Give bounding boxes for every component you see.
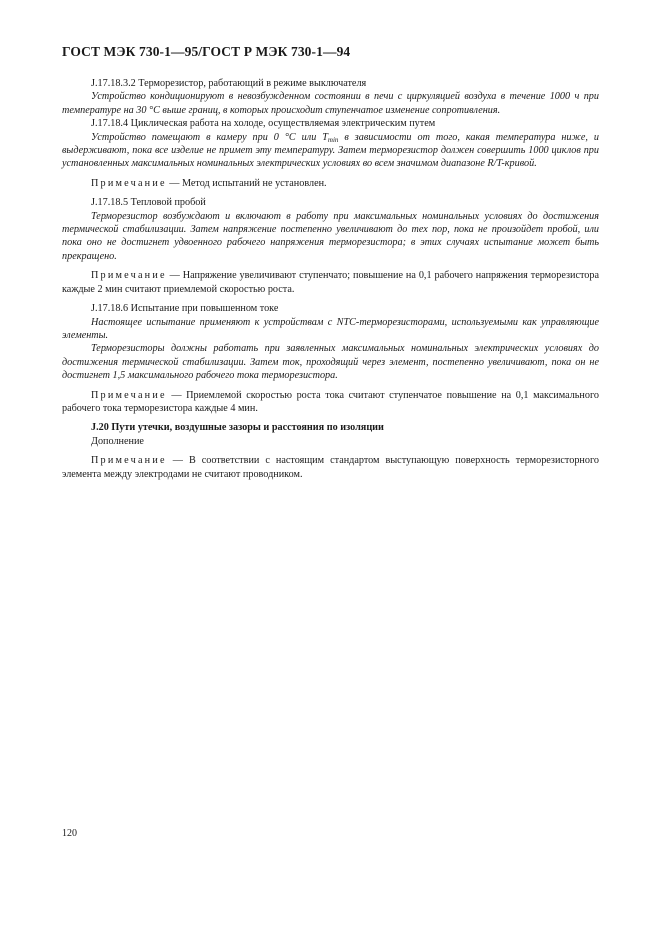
note-j17-18-6 [62, 389, 599, 416]
section-heading-j17-18-3-2: J.17.18.3.2 Терморезистор, работающий в режиме выключателя [91, 78, 367, 89]
t-min-subscript: min [327, 135, 339, 144]
note-text: — Напряжение увеличивают ступенчато; повышение на 0,1 рабочего напряжения терморезистора каждые 2 мин считают приемлемой скоростью роста. [62, 270, 599, 295]
section-heading-j17-18-6: J.17.18.6 Испытание при повышенном токе [91, 303, 279, 315]
note-label: Примечание [91, 270, 167, 282]
note-label: Примечание [91, 177, 167, 189]
section-body-j17-18-4 [62, 131, 599, 171]
document-body [62, 77, 599, 481]
section-heading-j17-18-4: J.17.18.4 Циклическая работа на холоде, осуществляемая электрическим путем [91, 118, 436, 130]
note-label: Примечание [91, 455, 167, 467]
note-j17-18-5 [62, 269, 599, 296]
note-text: — Приемлемой скоростью роста тока считают ступенчатое повышение на 0,1 максимального рабочего тока терморезистора каждые 4 мин. [62, 389, 599, 414]
page-header-title: ГОСТ МЭК 730-1—95/ГОСТ Р МЭК 730-1—94 [62, 44, 351, 59]
body-part-b: в зависимости от того, какая температура ниже, и выдерживают, пока все изделие не примет эту температуру. Затем терморезистор должен совершить 1000 циклов при установленных максимальных номинальных электрических условиях во всем значимом диапазоне R/T-кривой. [62, 131, 599, 170]
section-subheading-j20: Дополнение [91, 435, 144, 447]
note-text: — В соответствии с настоящим стандартом выступающую поверхность терморезисторного элемента между электродами не считают проводником. [62, 455, 599, 480]
note-text: — Метод испытаний не установлен. [166, 177, 327, 189]
body-part-a: Устройство помещают в камеру при 0 °С или T [91, 131, 328, 143]
section-heading-j20: J.20 Пути утечки, воздушные зазоры и расстояния по изоляции [91, 422, 384, 434]
section-body-j17-18-6-a: Настоящее испытание применяют к устройствам с NTC-терморезисторами, используемыми как управляющие элементы. [62, 316, 599, 341]
note-j20 [62, 454, 599, 481]
section-body-j17-18-3-2: Устройство кондиционируют в невозбужденном состоянии в печи с циркуляцией воздуха в течение 1000 ч при температуре на 30 °С выше границ, в которых происходит ступенчатое изменение сопротивления. [62, 91, 599, 116]
section-body-j17-18-5: Терморезистор возбуждают и включают в работу при максимальных номинальных условиях до достижения термической стабилизации. Затем напряжение постепенно увеличивают до тех пор, пока не произойдет пробой, или пока оно не достигнет удвоенного рабочего напряжения терморезистора; в этих случаях испытание может быть прекращено. [62, 210, 599, 262]
section-body-j17-18-6-b: Терморезисторы должны работать при заявленных максимальных номинальных электрических условиях до достижения термической стабилизации. Затем ток, проходящий через элемент, постепенно увеличивают, пока он не достигнет 1,5 максимального рабочего тока терморезистора. [62, 343, 599, 382]
note-j17-18-4 [62, 177, 599, 190]
section-heading-j17-18-5: J.17.18.5 Тепловой пробой [91, 197, 206, 209]
note-label: Примечание [91, 389, 167, 401]
page-number: 120 [62, 828, 77, 839]
